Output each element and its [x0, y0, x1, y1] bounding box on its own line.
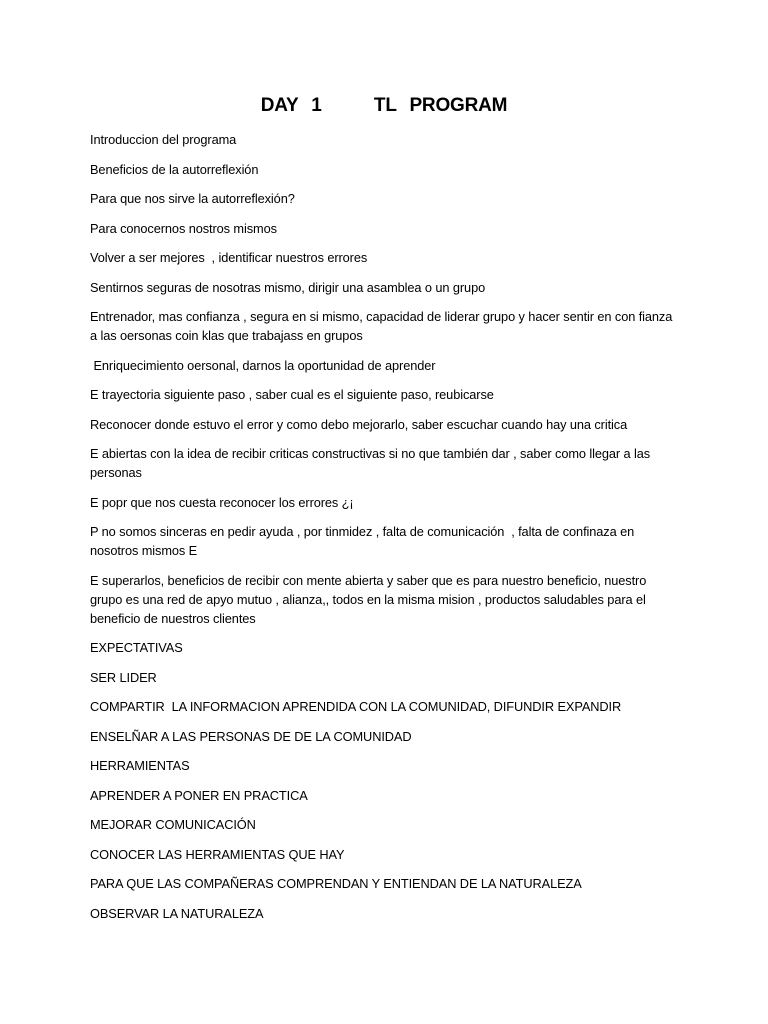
paragraph: HERRAMIENTAS — [90, 758, 190, 773]
paragraph: COMPARTIR LA INFORMACION APRENDIDA CON LA COMUNIDAD, DIFUNDIR EXPANDIR — [90, 699, 622, 714]
paragraph: MEJORAR COMUNICACIÓN — [90, 817, 256, 832]
paragraph: OBSERVAR LA NATURALEZA — [90, 905, 264, 921]
paragraph: PARA QUE LAS COMPAÑERAS COMPRENDAN Y ENTIENDAN DE LA NATURALEZA — [90, 876, 582, 891]
paragraph: Volver a ser mejores , identificar nuestros errores — [90, 250, 368, 265]
paragraph: E abiertas con la idea de recibir criticas constructivas si no que también dar , saber como llegar a las personas — [90, 446, 654, 480]
paragraph: Beneficios de la autorreflexión — [90, 161, 259, 177]
paragraph: Reconocer donde estuvo el error y como debo mejorarlo, saber escuchar cuando hay una critica — [90, 416, 628, 432]
paragraph: E trayectoria siguiente paso , saber cual es el siguiente paso, reubicarse — [90, 387, 494, 402]
paragraph: Sentirnos seguras de nosotras mismo, dirigir una asamblea o un grupo — [90, 279, 486, 295]
paragraph: EXPECTATIVAS — [90, 640, 183, 655]
paragraph: APRENDER A PONER EN PRACTICA — [90, 787, 308, 803]
paragraph: Para que nos sirve la autorreflexión? — [90, 191, 295, 206]
paragraph: SER LIDER — [90, 669, 157, 685]
paragraph: E superarlos, beneficios de recibir con mente abierta y saber que es para nuestro beneficio, nuestro grupo es una red de apyo mutuo , alianza,, todos en la misma mision , productos saludables para el beneficio de nuestros clientes — [90, 572, 650, 626]
paragraph: Enriquecimiento oersonal, darnos la oportunidad de aprender — [90, 357, 436, 373]
document-body — [90, 130, 680, 933]
paragraph: CONOCER LAS HERRAMIENTAS QUE HAY — [90, 846, 345, 862]
paragraph: E popr que nos cuesta reconocer los errores ¿¡ — [90, 494, 354, 510]
paragraph: Entrenador, mas confianza , segura en si mismo, capacidad de liderar grupo y hacer sentir en con fianza a las oersonas coin klas que trabajass en grupos — [90, 309, 676, 343]
paragraph: Para conocernos nostros mismos — [90, 220, 277, 236]
paragraph: ENSELÑAR A LAS PERSONAS DE DE LA COMUNIDAD — [90, 728, 412, 744]
paragraph: Introduccion del programa — [90, 132, 237, 147]
document-title: DAY 1 TL PROGRAM — [260, 95, 508, 116]
paragraph: P no somos sinceras en pedir ayuda , por tinmidez , falta de comunicación , falta de confinaza en nosotros mismos E — [90, 524, 638, 558]
